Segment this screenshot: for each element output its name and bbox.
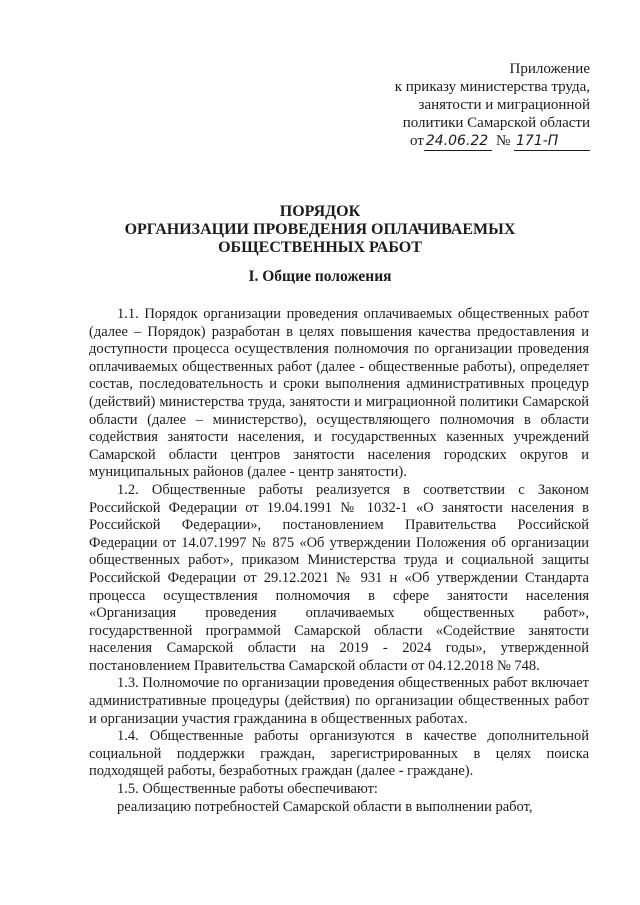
handwritten-date: 24.06.22 [424, 132, 492, 151]
appendix-line: занятости и миграционной [418, 97, 590, 113]
title-line: ОРГАНИЗАЦИИ ПРОВЕДЕНИЯ ОПЛАЧИВАЕМЫХ [124, 221, 516, 238]
from-label: от [409, 133, 424, 149]
document-title [0, 203, 640, 257]
paragraph-1-4: 1.4. Общественные работы организуются в качестве дополнительной социальной поддержки граждан, зарегистрированных в целях поиска подходящей работы, безработных граждан (далее - граждане). [89, 728, 589, 780]
section-heading: I. Общие положения [248, 268, 392, 285]
number-label: № [495, 133, 511, 149]
appendix-line: политики Самарской области [402, 115, 590, 131]
appendix-title: Приложение [509, 61, 590, 77]
appendix-header [330, 60, 590, 151]
paragraph-1-5: 1.5. Общественные работы обеспечивают: [117, 781, 378, 798]
paragraph-1-3: 1.3. Полномочие по организации проведения общественных работ включает административные процедуры (действия) по организации общественных работ и организации участия гражданина в общественных работах. [89, 675, 589, 727]
paragraph-continuation: реализацию потребностей Самарской области в выполнении работ, [117, 798, 533, 815]
paragraph-1-2: 1.2. Общественные работы реализуется в соответствии с Законом Российской Федерации от 19.04.1991 № 1032-1 «О занятости населения в Российской Федерации», постановлением Правительства Российской Федерации от 14.07.1997 № 875 «Об утверждении Положения об организации общественных работ», приказом Министерства труда и социальной защиты Российской Федерации от 29.12.2021 № 931 н «Об утверждении Стандарта процесса осуществления полномочия в сфере занятости населения «Организация проведения оплачиваемых общественных работ», государственной программой Самарской области «Содействие занятости населения Самарской области на 2019 - 2024 годы», утвержденной постановлением Правительства Самарской области от 04.12.2018 № 748. [89, 481, 589, 674]
order-date-number [330, 132, 590, 151]
title-line: ОБЩЕСТВЕННЫХ РАБОТ [218, 239, 422, 256]
appendix-line: к приказу министерства труда, [394, 79, 590, 95]
title-line: ПОРЯДОК [279, 203, 361, 220]
handwritten-number: 171-П [514, 132, 590, 151]
body-text [89, 306, 589, 816]
paragraph-1-1: 1.1. Порядок организации проведения оплачиваемых общественных работ (далее – Порядок) разработан в целях повышения качества предоставления и доступности процесса осуществления полномочия по организации проведения оплачиваемых общественных работ (далее - общественные работы), определяет состав, последовательность и сроки выполнения административных процедур (действий) министерства труда, занятости и миграционной политики Самарской области (далее – министерство), осуществляющего полномочия в области содействия занятости населения, и государственных казенных учреждений Самарской области центров занятости населения городских округов и муниципальных районов (далее - центр занятости). [89, 306, 589, 481]
